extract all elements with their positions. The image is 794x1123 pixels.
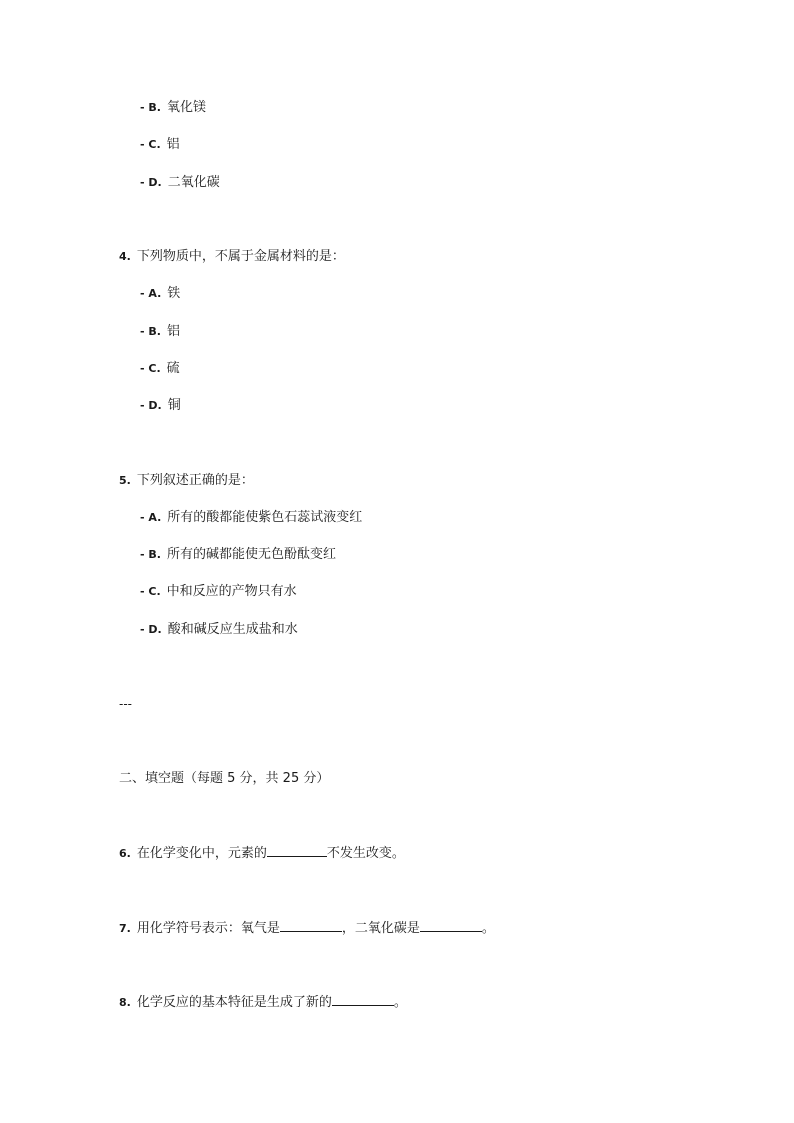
question-number: 7.: [119, 922, 131, 935]
q5-option-b: [140, 546, 336, 564]
option-text: 二氧化碳: [167, 175, 220, 190]
q3-option-c: [140, 136, 180, 154]
question-text-part1: 在化学变化中，元素的: [136, 846, 267, 861]
question-number: 8.: [119, 996, 131, 1009]
section-2-title: 二、填空题（每题 5 分，共 25 分）: [119, 771, 330, 786]
question-5: [119, 472, 254, 490]
question-text-part1: 化学反应的基本特征是生成了新的: [136, 995, 332, 1010]
option-text: 硫: [166, 361, 180, 376]
fill-blank-carbon-dioxide[interactable]: [420, 919, 482, 932]
q3-option-d: [140, 174, 220, 192]
q3-option-b: [140, 99, 206, 117]
option-text: 所有的碱都能使无色酚酞变红: [166, 547, 336, 562]
question-text: 下列叙述正确的是：: [136, 473, 254, 488]
q4-option-b: [140, 323, 180, 341]
option-label: - B.: [140, 101, 161, 114]
option-label: - D.: [140, 176, 162, 189]
question-6: [119, 844, 405, 863]
option-label: - B.: [140, 325, 161, 338]
option-label: - C.: [140, 138, 161, 151]
option-text: 所有的酸都能使紫色石蕊试液变红: [167, 510, 363, 525]
question-text: 下列物质中，不属于金属材料的是：: [136, 249, 345, 264]
question-number: 6.: [119, 847, 131, 860]
option-label: - B.: [140, 548, 161, 561]
option-text: 氧化镁: [166, 100, 206, 115]
fill-blank[interactable]: [267, 844, 327, 857]
question-text-part2: 不发生改变。: [326, 846, 405, 861]
option-text: 中和反应的产物只有水: [166, 584, 297, 599]
question-text-part3: 。: [481, 921, 495, 936]
q4-option-c: [140, 360, 180, 378]
option-label: - D.: [140, 623, 162, 636]
option-label: - A.: [140, 511, 162, 524]
question-text-part1: 用化学符号表示：氧气是: [136, 921, 280, 936]
fill-blank[interactable]: [332, 993, 394, 1006]
q5-option-c: [140, 583, 297, 601]
option-label: - C.: [140, 585, 161, 598]
q5-option-a: [140, 509, 362, 527]
option-text: 铁: [167, 286, 181, 301]
option-text: 铝: [166, 324, 180, 339]
q5-option-d: [140, 621, 298, 639]
question-number: 4.: [119, 250, 131, 263]
option-label: - D.: [140, 399, 162, 412]
question-8: [119, 993, 407, 1012]
fill-blank-oxygen[interactable]: [280, 919, 342, 932]
option-text: 铜: [167, 398, 181, 413]
option-text: 酸和碱反应生成盐和水: [167, 622, 298, 637]
section-separator: ---: [119, 697, 132, 711]
question-7: [119, 919, 495, 938]
q4-option-a: [140, 285, 180, 303]
question-number: 5.: [119, 474, 131, 487]
option-text: 铝: [166, 137, 180, 152]
question-text-part2: 。: [393, 995, 407, 1010]
question-4: [119, 248, 345, 266]
option-label: - C.: [140, 362, 161, 375]
question-text-part2: ，二氧化碳是: [341, 921, 420, 936]
option-label: - A.: [140, 287, 162, 300]
q4-option-d: [140, 397, 181, 415]
